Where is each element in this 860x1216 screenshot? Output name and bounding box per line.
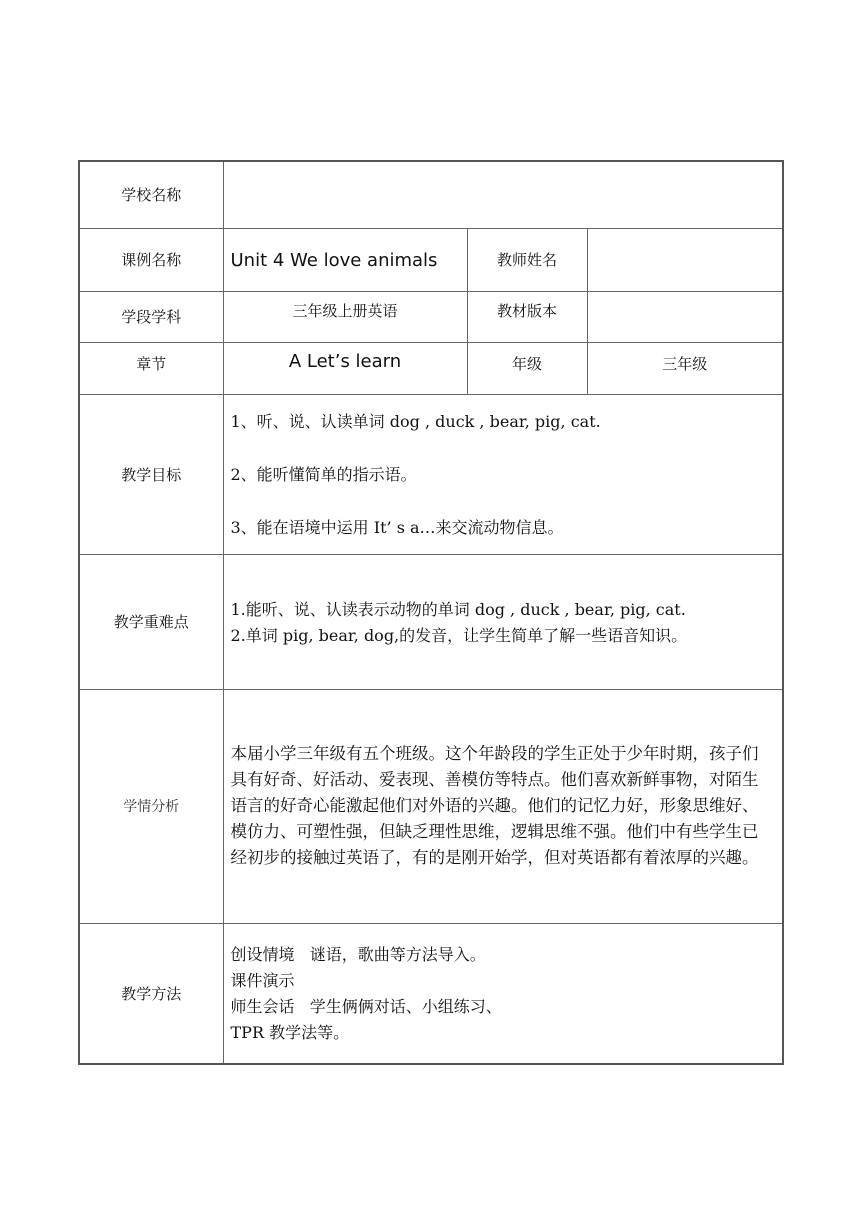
row-stage-subject (79, 291, 783, 342)
goal-item: 1、听、说、认读单词 dog , duck , bear, pig, cat. (230, 412, 601, 431)
analysis-text: 本届小学三年级有五个班级。这个年龄段的学生正处于少年时期，孩子们具有好奇、好活动、爱表现、善模仿等特点。他们喜欢新鲜事物，对陌生语言的好奇心能激起他们对外语的兴趣。他们的记忆力好，形象思维好、模仿力、可塑性强，但缺乏理性思维，逻辑思维不强。他们中有些学生已经初步的接触过英语了，有的是刚开始学，但对英语都有着浓厚的兴趣。 (230, 744, 759, 867)
goal-item: 2、能听懂简单的指示语。 (230, 465, 417, 484)
method-item: TPR 教学法等。 (230, 1023, 350, 1043)
lesson-name-value: Unit 4 We love animals (230, 249, 438, 271)
lesson-name-label: 课例名称 (79, 228, 223, 291)
row-lesson-name (79, 228, 783, 291)
difficulty-item: 2.单词 pig, bear, dog,的发音，让学生简单了解一些语音知识。 (230, 625, 688, 645)
row-school-name (79, 161, 783, 228)
goal-item: 3、能在语境中运用 It’ s a…来交流动物信息。 (230, 518, 564, 537)
difficulty-item: 1.能听、说、认读表示动物的单词 dog , duck , bear, pig, cat. (230, 599, 686, 619)
textbook-value (587, 291, 783, 342)
method-item: 创设情境 谜语，歌曲等方法导入。 (230, 945, 486, 965)
goals-label: 教学目标 (79, 394, 223, 554)
analysis-label: 学情分析 (79, 689, 223, 923)
stage-subject-label: 学段学科 (79, 291, 223, 342)
textbook-label: 教材版本 (467, 291, 587, 342)
row-chapter (79, 342, 783, 394)
stage-subject-value: 三年级上册英语 (223, 291, 467, 342)
difficulty-label: 教学重难点 (79, 554, 223, 689)
lesson-plan-table (78, 160, 784, 1065)
method-item: 课件演示 (230, 971, 295, 991)
lesson-name-cell (223, 228, 467, 291)
row-difficulty (79, 554, 783, 689)
school-name-label: 学校名称 (79, 161, 223, 228)
row-analysis (79, 689, 783, 923)
method-item: 师生会话 学生俩俩对话、小组练习、 (230, 997, 502, 1017)
grade-value: 三年级 (587, 342, 783, 394)
chapter-value: A Let’s learn (223, 342, 467, 394)
row-goals (79, 394, 783, 554)
teacher-value (587, 228, 783, 291)
grade-label: 年级 (467, 342, 587, 394)
analysis-cell (223, 689, 783, 923)
row-method (79, 923, 783, 1064)
method-label: 教学方法 (79, 923, 223, 1064)
method-cell (223, 923, 783, 1064)
teacher-label: 教师姓名 (467, 228, 587, 291)
chapter-label: 章节 (79, 342, 223, 394)
goals-cell (223, 394, 783, 554)
difficulty-cell (223, 554, 783, 689)
school-name-value (223, 161, 783, 228)
